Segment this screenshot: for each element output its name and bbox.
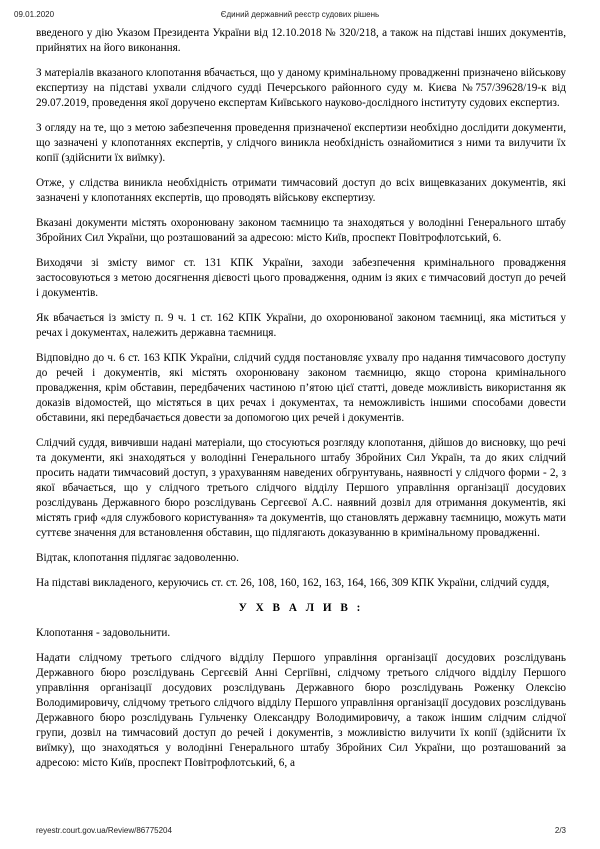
paragraph: На підставі викладеного, керуючись ст. ст. 26, 108, 160, 162, 163, 164, 166, 309 КПК України, слідчий суддя, xyxy=(36,577,550,589)
print-date: 09.01.2020 xyxy=(14,10,55,19)
paragraph: Клопотання - задовольнити. xyxy=(36,627,171,639)
page-header xyxy=(14,10,586,22)
decision-heading: У Х В А Л И В : xyxy=(238,602,364,614)
paragraph: введеного у дію Указом Президента України від 12.10.2018 № 320/218, а також на підставі інших документів, прийнятих на його виконання. xyxy=(36,27,566,54)
paragraph: Отже, у слідства виникла необхідність отримати тимчасовий доступ до всіх вищевказаних документів, які зазначені у клопотаннях експертів, що проводять військову експертизу. xyxy=(36,177,566,204)
paragraph: З матеріалів вказаного клопотання вбачається, що у даному кримінальному провадженні призначено військову експертизу на підставі ухвали слідчого судді Печерського районного суду м. Києва №757/39628/19-к від 29.07.2019, проведення якої доручено експертам Київського науково-дослідного інституту судових експертиз. xyxy=(36,67,566,109)
paragraph: Відповідно до ч. 6 ст. 163 КПК України, слідчий суддя постановляє ухвалу про надання тимчасового доступу до речей і документів, які містять охоронювану законом таємницю, якщо сторона кримінального провадження, крім обставин, передбачених частиною п’ятою цієї статті, доведе можливість використання як доказів відомостей, що містяться в цих речах і документах, та неможливість іншими способами довести обставини, які передбачається довести за допомогою цих речей і документів. xyxy=(36,352,566,424)
registry-title: Єдиний державний реєстр судових рішень xyxy=(220,10,380,19)
paragraph: Надати слідчому третього слідчого відділу Першого управління організації досудових розслідувань Державного бюро розслідувань Сергєєвій Анні Сергіївні, слідчому третього слідчого відділу Першого управління організації досудових розслідувань Державного бюро розслідувань Роженку Олексію Володимировичу, слідчому третього слідчого відділу Першого управління організації досудових розслідувань Державного бюро розслідувань Гульченку Олександру Володимировичу, а також іншим слідчим слідчої групи, дозвіл на тимчасовий доступ до речей і документів, з можливістю вилучити їх копії (здійснити їх виїмку), що знаходяться у володінні Генерального штабу Збройних Сил України, що розташований за адресою: місто Київ, проспект Повітрофлотський, 6, а xyxy=(36,652,566,769)
paragraph: Як вбачається із змісту п. 9 ч. 1 ст. 162 КПК України, до охоронюваної законом таємниці, яка міститься у речах і документах, належить державна таємниця. xyxy=(36,312,566,339)
paragraph: Вказані документи містять охоронювану законом таємницю та знаходяться у володінні Генерального штабу Збройних Сил України, що розташований за адресою: місто Київ, проспект Повітрофлотський, 6. xyxy=(36,217,566,244)
paragraph: Відтак, клопотання підлягає задоволенню. xyxy=(36,552,239,564)
page-number: 2/3 xyxy=(554,826,566,835)
page-footer xyxy=(36,826,566,838)
paragraph: З огляду на те, що з метою забезпечення проведення призначеної експертизи необхідно дослідити документи, що зазначені у клопотаннях експертів, у слідчого виникла необхідність ознайомитися з ними та вилучити їх копії (здійснити їх виїмку). xyxy=(36,122,566,164)
paragraph: Слідчий суддя, вивчивши надані матеріали, що стосуються розгляду клопотання, дійшов до висновку, що речі та документи, які знаходяться у володінні Генерального штабу Збройних Сил Україн, та до яких слідчий просить надати тимчасовий доступ, з урахуванням наведених обгрунтувань, наявності у слідчого форми - 2, з якої вбачається, що у слідчого третього слідчого відділу Першого управління організації досудових розслідувань Державного бюро розслідувань Сергєєвої А.С. наявний дозвіл для отримання документів, які містять гриф «для службового користування» та документів, що становлять державну таємницю, можуть мати суттєве значення для встановлення обставин, що підлягають доказуванню в кримінальному провадженні. xyxy=(36,437,566,539)
paragraph: Виходячи зі змісту вимог ст. 131 КПК України, заходи забезпечення кримінального провадження застосовуються з метою досягнення дієвості цього провадження, одним із яких є тимчасовий доступ до речей і документів. xyxy=(36,257,566,299)
source-url: reyestr.court.gov.ua/Review/86775204 xyxy=(36,826,172,835)
document-body xyxy=(36,26,566,781)
